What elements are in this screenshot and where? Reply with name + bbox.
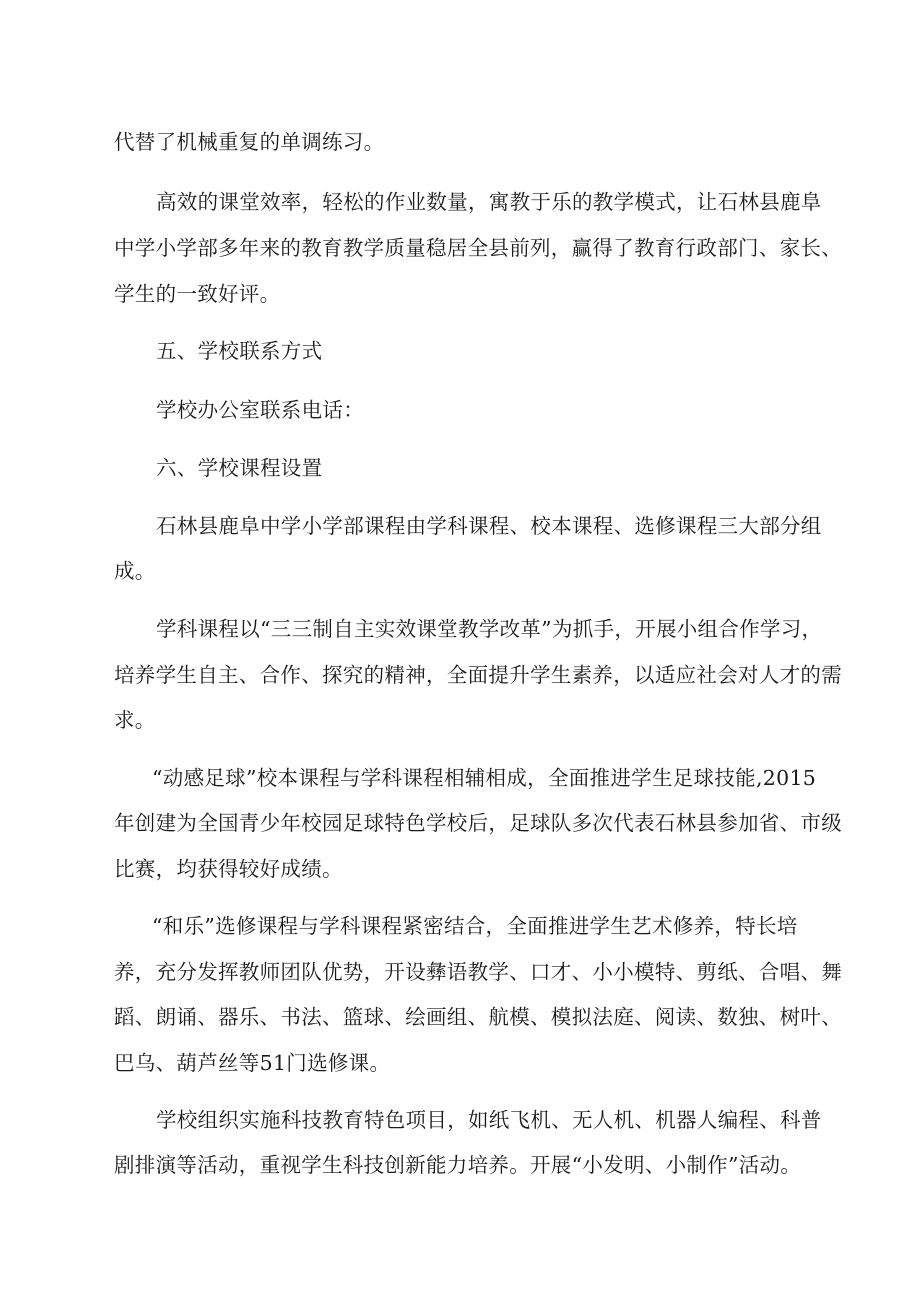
paragraph-line: 学科课程以“三三制自主实效课堂教学改革”为抓手，开展小组合作学习， <box>156 617 823 641</box>
paragraph-line: 高效的课堂效率，轻松的作业数量，寓教于乐的教学模式，让石林县鹿阜 <box>156 190 822 214</box>
section-heading: 六、学校课程设置 <box>156 456 323 480</box>
paragraph-line: “和乐”选修课程与学科课程紧密结合，全面推进学生艺术修养，特长培 <box>152 914 798 938</box>
paragraph-line: “动感足球”校本课程与学科课程相辅相成，全面推进学生足球技能,2015 <box>152 766 817 790</box>
paragraph-line: 学校办公室联系电话： <box>156 398 364 422</box>
paragraph-line: 成。 <box>114 559 156 583</box>
paragraph-line: 巴乌、葫芦丝等51门选修课。 <box>114 1051 391 1075</box>
section-heading: 五、学校联系方式 <box>156 339 323 363</box>
paragraph-line: 代替了机械重复的单调练习。 <box>114 130 385 154</box>
paragraph-line: 求。 <box>114 708 156 732</box>
paragraph-line: 比赛，均获得较好成绩。 <box>114 857 343 881</box>
paragraph-line: 蹈、朗诵、器乐、书法、篮球、绘画组、航模、模拟法庭、阅读、数独、树叶、 <box>114 1005 842 1029</box>
paragraph-line: 年创建为全国青少年校园足球特色学校后，足球队多次代表石林县参加省、市级 <box>114 811 842 835</box>
paragraph-line: 学校组织实施科技教育特色项目，如纸飞机、无人机、机器人编程、科普 <box>156 1108 822 1132</box>
paragraph-line: 学生的一致好评。 <box>114 282 281 306</box>
paragraph-line: 中学小学部多年来的教育教学质量稳居全县前列，赢得了教育行政部门、家长、 <box>114 236 842 260</box>
paragraph-line: 石林县鹿阜中学小学部课程由学科课程、校本课程、选修课程三大部分组 <box>156 514 822 538</box>
paragraph-line: 培养学生自主、合作、探究的精神，全面提升学生素养，以适应社会对人才的需 <box>114 663 842 687</box>
paragraph-line: 养，充分发挥教师团队优势，开设彝语教学、口才、小小模特、剪纸、合唱、舞 <box>114 960 842 984</box>
paragraph-line: 剧排演等活动，重视学生科技创新能力培养。开展“小发明、小制作”活动。 <box>114 1153 802 1177</box>
